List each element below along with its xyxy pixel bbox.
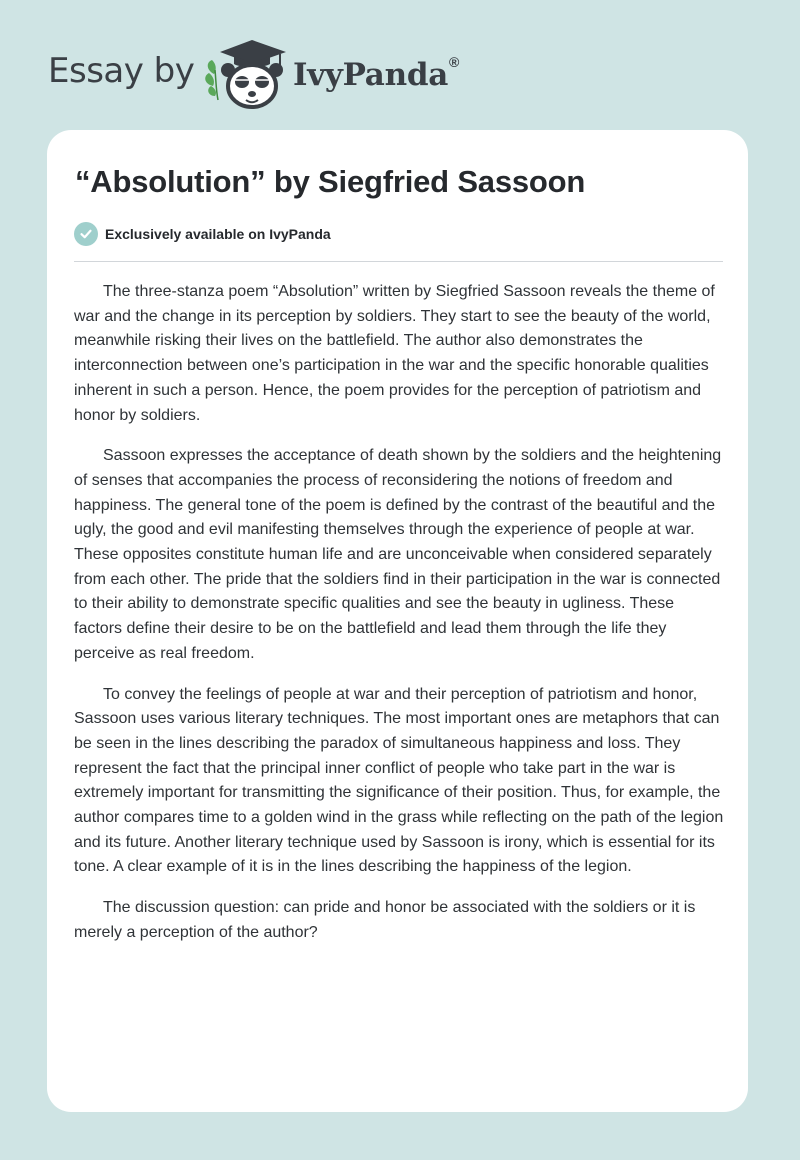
paragraph: The three-stanza poem “Absolution” written by Siegfried Sassoon reveals the theme of war and the change in its perception by soldiers. They start to see the beauty of the world, meanwhile risking their lives on the battlefield. The author also demonstrates the interconnection between one’s participation in the war and the specific honorable qualities inherent in such a person. Hence, the poem provides for the perception of patriotism and honor by soldiers.: [74, 283, 715, 424]
divider: [74, 261, 723, 262]
exclusive-label: Exclusively available on IvyPanda: [105, 226, 331, 242]
registered-mark: ®: [449, 54, 460, 70]
panda-graduate-icon[interactable]: [200, 34, 290, 110]
essay-by-label: Essay by: [48, 51, 195, 91]
site-header: [48, 34, 508, 114]
brand-logo-text[interactable]: [293, 54, 459, 93]
paragraph: The discussion question: can pride and honor be associated with the soldiers or it is merely a perception of the author?: [74, 899, 696, 941]
essay-card: [47, 130, 748, 1112]
exclusive-badge: [74, 222, 331, 246]
paragraph: Sassoon expresses the acceptance of death shown by the soldiers and the heightening of senses that accompanies the process of reconsidering the notions of freedom and happiness. The general tone of the poem is defined by the contrast of the beautiful and the ugly, the good and evil manifesting themselves through the experience of people at war. These opposites constitute human life and are unconceivable when considered separately from each other. The pride that the soldiers find in their participation in the war is connected to their ability to demonstrate specific qualities and see the beauty in ugliness. These factors define their desire to be on the battlefield and lead them through the life they perceive as real freedom.: [74, 447, 722, 662]
essay-body: [74, 280, 724, 962]
brand-name: IvyPanda: [293, 57, 448, 93]
check-icon: [74, 222, 98, 246]
ivy-leaf-icon: [205, 60, 218, 100]
page-title: “Absolution” by Siegfried Sassoon: [75, 164, 586, 199]
paragraph: To convey the feelings of people at war and their perception of patriotism and honor, Sassoon uses various literary techniques. The most important ones are metaphors that can be seen in the lines describing the paradox of simultaneous happiness and loss. They represent the fact that the principal inner conflict of people who take part in the war is extremely important for transmitting the significance of their position. Thus, for example, the author compares time to a golden wind in the grass while reflecting on the path of the legion and its future. Another literary technique used by Sassoon is irony, which is essential for its tone. A clear example of it is in the lines describing the happiness of the legion.: [74, 685, 724, 876]
